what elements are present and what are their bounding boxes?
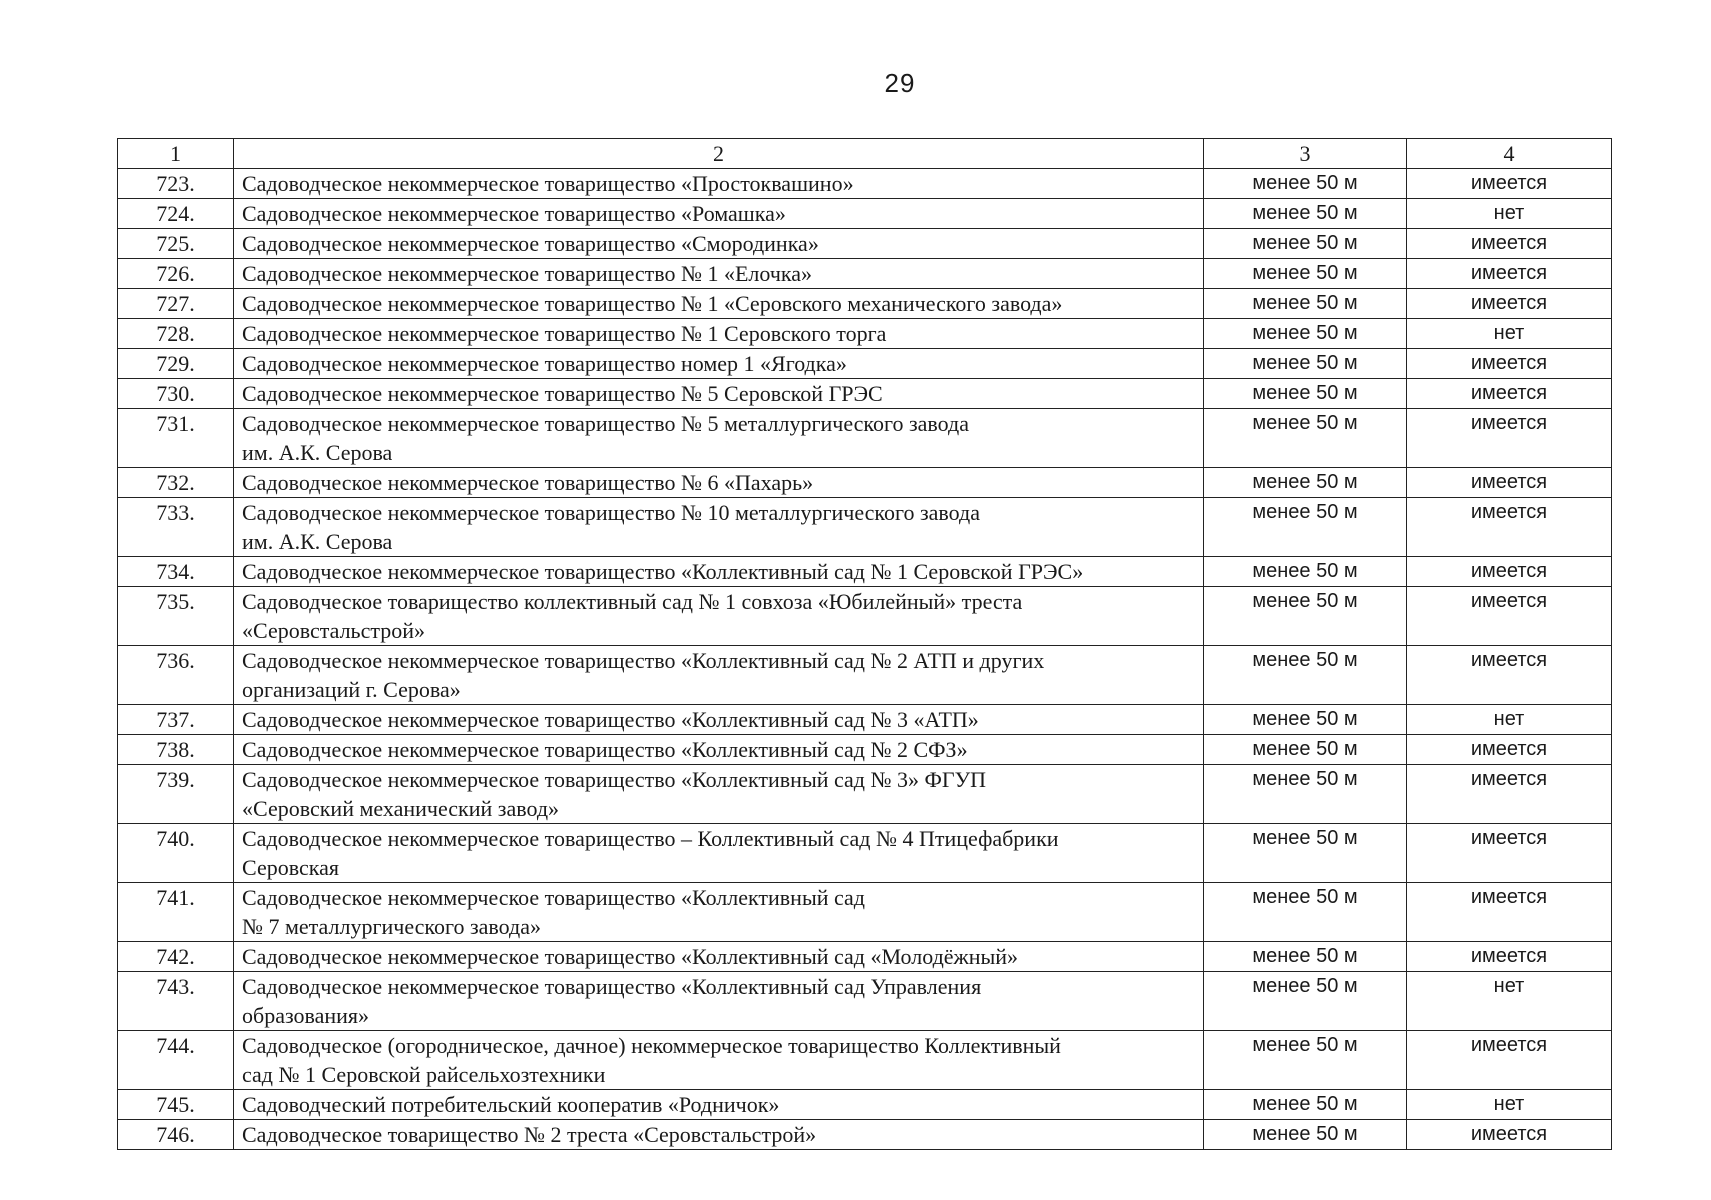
- organization-name: [234, 765, 1204, 824]
- table-row: [118, 765, 1612, 824]
- row-number: 732.: [118, 468, 234, 498]
- distance-value: менее 50 м: [1204, 289, 1407, 319]
- header-row: [118, 139, 1612, 169]
- organization-name: [234, 824, 1204, 883]
- organization-name-line: Садоводческое некоммерческое товарищество № 10 металлургического завода: [242, 500, 980, 525]
- distance-value: менее 50 м: [1204, 942, 1407, 972]
- organization-name-line: «Серовский механический завод»: [242, 796, 560, 821]
- availability-value: имеется: [1407, 942, 1612, 972]
- column-header-1: 1: [118, 139, 234, 169]
- row-number: 746.: [118, 1120, 234, 1150]
- table-row: [118, 169, 1612, 199]
- availability-value: нет: [1407, 972, 1612, 1031]
- row-number: 727.: [118, 289, 234, 319]
- row-number: 734.: [118, 557, 234, 587]
- availability-value: имеется: [1407, 883, 1612, 942]
- availability-value: имеется: [1407, 1120, 1612, 1150]
- row-number: 729.: [118, 349, 234, 379]
- table-row: [118, 319, 1612, 349]
- organization-name-line: организаций г. Серова»: [242, 677, 461, 702]
- organization-name-line: им. А.К. Серова: [242, 440, 393, 465]
- distance-value: менее 50 м: [1204, 349, 1407, 379]
- organization-name-line: Садоводческое товарищество коллективный сад № 1 совхоза «Юбилейный» треста: [242, 589, 1023, 614]
- table-row: [118, 199, 1612, 229]
- availability-value: имеется: [1407, 1031, 1612, 1090]
- column-header-4: 4: [1407, 139, 1612, 169]
- organization-name: [234, 587, 1204, 646]
- distance-value: менее 50 м: [1204, 705, 1407, 735]
- availability-value: имеется: [1407, 824, 1612, 883]
- table-row: [118, 1120, 1612, 1150]
- table-row: [118, 468, 1612, 498]
- distance-value: менее 50 м: [1204, 646, 1407, 705]
- row-number: 725.: [118, 229, 234, 259]
- availability-value: имеется: [1407, 349, 1612, 379]
- organization-name-line: Садоводческое некоммерческое товарищество № 5 металлургического завода: [242, 411, 969, 436]
- organization-name: [234, 409, 1204, 468]
- row-number: 741.: [118, 883, 234, 942]
- row-number: 726.: [118, 259, 234, 289]
- organization-name: Садоводческое некоммерческое товарищество «Коллективный сад «Молодёжный»: [234, 942, 1204, 972]
- organization-name: Садоводческий потребительский кооператив «Родничок»: [234, 1090, 1204, 1120]
- row-number: 731.: [118, 409, 234, 468]
- organization-name: [234, 646, 1204, 705]
- availability-value: имеется: [1407, 289, 1612, 319]
- distance-value: менее 50 м: [1204, 379, 1407, 409]
- row-number: 740.: [118, 824, 234, 883]
- row-number: 738.: [118, 735, 234, 765]
- organization-name: Садоводческое некоммерческое товарищество «Коллективный сад № 2 СФЗ»: [234, 735, 1204, 765]
- availability-value: имеется: [1407, 557, 1612, 587]
- availability-value: имеется: [1407, 646, 1612, 705]
- distance-value: менее 50 м: [1204, 883, 1407, 942]
- distance-value: менее 50 м: [1204, 498, 1407, 557]
- row-number: 745.: [118, 1090, 234, 1120]
- table-row: [118, 349, 1612, 379]
- distance-value: менее 50 м: [1204, 587, 1407, 646]
- availability-value: имеется: [1407, 229, 1612, 259]
- availability-value: имеется: [1407, 498, 1612, 557]
- distance-value: менее 50 м: [1204, 1120, 1407, 1150]
- organization-name: Садоводческое некоммерческое товарищество «Ромашка»: [234, 199, 1204, 229]
- table-row: [118, 972, 1612, 1031]
- row-number: 742.: [118, 942, 234, 972]
- table-row: [118, 646, 1612, 705]
- table-header: [118, 139, 1612, 169]
- table-row: [118, 229, 1612, 259]
- row-number: 733.: [118, 498, 234, 557]
- availability-value: имеется: [1407, 765, 1612, 824]
- table-row: [118, 1031, 1612, 1090]
- availability-value: имеется: [1407, 587, 1612, 646]
- availability-value: имеется: [1407, 259, 1612, 289]
- distance-value: менее 50 м: [1204, 765, 1407, 824]
- row-number: 743.: [118, 972, 234, 1031]
- table-row: [118, 735, 1612, 765]
- organization-name: [234, 883, 1204, 942]
- organization-name-line: Садоводческое некоммерческое товарищество – Коллективный сад № 4 Птицефабрики: [242, 826, 1059, 851]
- availability-value: имеется: [1407, 409, 1612, 468]
- organization-name: [234, 972, 1204, 1031]
- organization-name-line: Садоводческое некоммерческое товарищество «Коллективный сад: [242, 885, 866, 910]
- distance-value: менее 50 м: [1204, 169, 1407, 199]
- distance-value: менее 50 м: [1204, 199, 1407, 229]
- distance-value: менее 50 м: [1204, 972, 1407, 1031]
- organization-name: Садоводческое некоммерческое товарищество № 1 Серовского торга: [234, 319, 1204, 349]
- distance-value: менее 50 м: [1204, 468, 1407, 498]
- table-row: [118, 498, 1612, 557]
- distance-value: менее 50 м: [1204, 824, 1407, 883]
- table-row: [118, 259, 1612, 289]
- organization-name: Садоводческое некоммерческое товарищество № 5 Серовской ГРЭС: [234, 379, 1204, 409]
- organization-name-line: Садоводческое (огородническое, дачное) некоммерческое товарищество Коллективный: [242, 1033, 1061, 1058]
- distance-value: менее 50 м: [1204, 319, 1407, 349]
- organization-name-line: Садоводческое некоммерческое товарищество «Коллективный сад № 2 АТП и других: [242, 648, 1045, 673]
- row-number: 735.: [118, 587, 234, 646]
- distance-value: менее 50 м: [1204, 557, 1407, 587]
- organization-name-line: сад № 1 Серовской райсельхозтехники: [242, 1062, 606, 1087]
- row-number: 730.: [118, 379, 234, 409]
- table-row: [118, 824, 1612, 883]
- row-number: 739.: [118, 765, 234, 824]
- availability-value: нет: [1407, 705, 1612, 735]
- availability-value: имеется: [1407, 735, 1612, 765]
- distance-value: менее 50 м: [1204, 1031, 1407, 1090]
- table-row: [118, 379, 1612, 409]
- table-row: [118, 883, 1612, 942]
- row-number: 724.: [118, 199, 234, 229]
- organization-name: Садоводческое некоммерческое товарищество № 1 «Серовского механического завода»: [234, 289, 1204, 319]
- registry-table: [117, 138, 1612, 1150]
- organization-name: [234, 498, 1204, 557]
- organization-name: Садоводческое товарищество № 2 треста «Серовстальстрой»: [234, 1120, 1204, 1150]
- availability-value: имеется: [1407, 468, 1612, 498]
- organization-name-line: им. А.К. Серова: [242, 529, 393, 554]
- organization-name-line: Садоводческое некоммерческое товарищество «Коллективный сад Управления: [242, 974, 982, 999]
- table-row: [118, 409, 1612, 468]
- distance-value: менее 50 м: [1204, 229, 1407, 259]
- distance-value: менее 50 м: [1204, 259, 1407, 289]
- column-header-2: 2: [234, 139, 1204, 169]
- distance-value: менее 50 м: [1204, 1090, 1407, 1120]
- row-number: 744.: [118, 1031, 234, 1090]
- organization-name: Садоводческое некоммерческое товарищество «Коллективный сад № 1 Серовской ГРЭС»: [234, 557, 1204, 587]
- row-number: 723.: [118, 169, 234, 199]
- table-row: [118, 587, 1612, 646]
- organization-name-line: Садоводческое некоммерческое товарищество «Коллективный сад № 3» ФГУП: [242, 767, 987, 792]
- table-row: [118, 289, 1612, 319]
- distance-value: менее 50 м: [1204, 735, 1407, 765]
- organization-name: Садоводческое некоммерческое товарищество «Простоквашино»: [234, 169, 1204, 199]
- row-number: 737.: [118, 705, 234, 735]
- organization-name-line: образования»: [242, 1003, 370, 1028]
- availability-value: имеется: [1407, 169, 1612, 199]
- organization-name-line: Серовская: [242, 855, 339, 880]
- page-number: 29: [884, 68, 916, 98]
- organization-name: Садоводческое некоммерческое товарищество «Смородинка»: [234, 229, 1204, 259]
- table-row: [118, 705, 1612, 735]
- organization-name: Садоводческое некоммерческое товарищество «Коллективный сад № 3 «АТП»: [234, 705, 1204, 735]
- column-header-3: 3: [1204, 139, 1407, 169]
- row-number: 736.: [118, 646, 234, 705]
- availability-value: имеется: [1407, 379, 1612, 409]
- table-row: [118, 557, 1612, 587]
- organization-name: [234, 1031, 1204, 1090]
- table-row: [118, 1090, 1612, 1120]
- organization-name: Садоводческое некоммерческое товарищество № 6 «Пахарь»: [234, 468, 1204, 498]
- availability-value: нет: [1407, 1090, 1612, 1120]
- organization-name: Садоводческое некоммерческое товарищество номер 1 «Ягодка»: [234, 349, 1204, 379]
- availability-value: нет: [1407, 319, 1612, 349]
- distance-value: менее 50 м: [1204, 409, 1407, 468]
- row-number: 728.: [118, 319, 234, 349]
- organization-name-line: № 7 металлургического завода»: [242, 914, 541, 939]
- table-row: [118, 942, 1612, 972]
- availability-value: нет: [1407, 199, 1612, 229]
- organization-name-line: «Серовстальстрой»: [242, 618, 426, 643]
- table-body: [118, 169, 1612, 1150]
- organization-name: Садоводческое некоммерческое товарищество № 1 «Елочка»: [234, 259, 1204, 289]
